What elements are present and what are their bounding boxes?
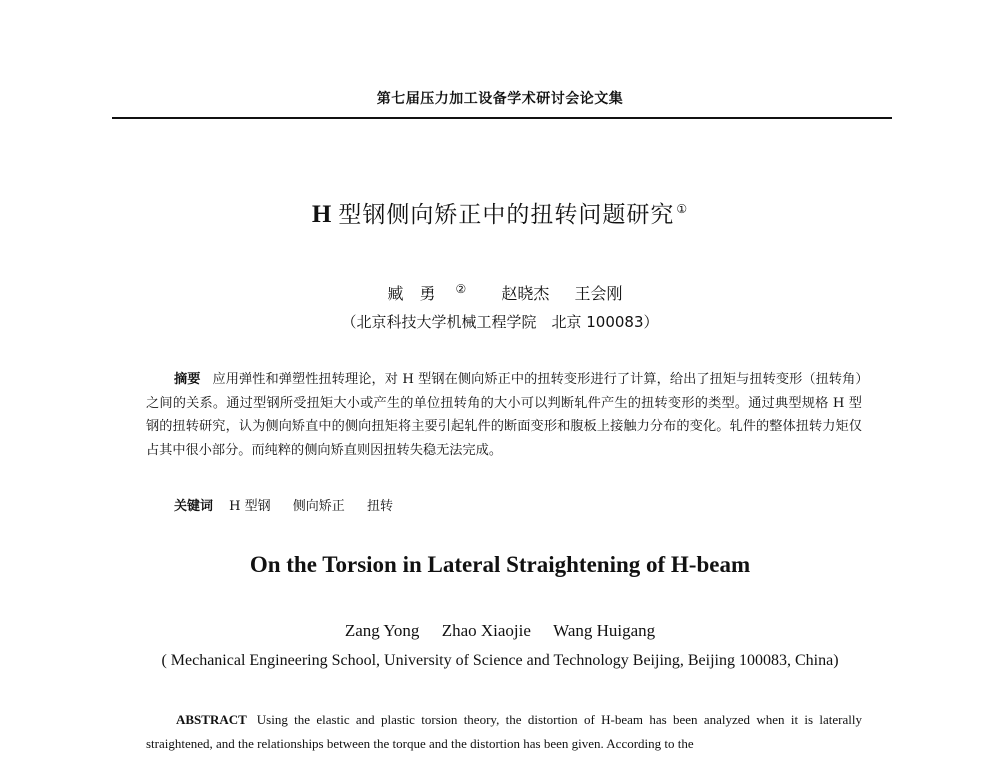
english-affiliation: ( Mechanical Engineering School, University of Science and Technology Beijing, Beijing 100083, China) (161, 652, 839, 669)
chinese-abstract (146, 368, 862, 462)
abstract-label: 摘要 (174, 372, 201, 387)
author-3-en: Wang Huigang (553, 621, 656, 640)
english-authors (0, 621, 1000, 641)
author-1-en: Zang Yong (344, 621, 420, 640)
author-2: 赵晓杰 (501, 284, 550, 303)
keywords-label: 关键词 (174, 499, 214, 514)
header-rule (112, 117, 892, 119)
author-1: 臧 勇 ② (387, 281, 467, 303)
author-2-en: Zhao Xiaojie (441, 621, 531, 640)
english-abstract-text: Using the elastic and plastic torsion theory, the distortion of H-beam has been analyzed when it is laterally straightened, and the relationships between the torque and the distortion has been given. According to the (146, 712, 862, 751)
keyword: H 型钢 (229, 499, 271, 514)
keyword: 扭转 (366, 499, 393, 514)
title-footnote-marker: ① (676, 202, 689, 217)
chinese-authors (0, 281, 1000, 304)
running-header: 第七届压力加工设备学术研讨会论文集 (376, 91, 624, 107)
author-3: 王会刚 (574, 284, 623, 303)
chinese-title-prefix: H (311, 201, 333, 228)
abstract-text: 应用弹性和弹塑性扭转理论，对 H 型钢在侧向矫正中的扭转变形进行了计算，给出了扭矩与扭转变形（扭转角）之间的关系。通过型钢所受扭矩大小或产生的单位扭转角的大小可以判断轧件产生的扭转变形的类型。通过典型规格 H 型钢的扭转研究，认为侧向矫直中的侧向扭矩将主要引起轧件的断面变形和腹板上接触力分布的变化。轧件的整体扭转力矩仅占其中很小部分。而纯粹的侧向矫直则因扭转失稳无法完成。 (146, 372, 863, 458)
chinese-affiliation: （北京科技大学机械工程学院 北京 100083） (341, 313, 659, 331)
chinese-title-text: 型钢侧向矫正中的扭转问题研究 (338, 202, 675, 228)
chinese-keywords (174, 495, 411, 514)
keyword: 侧向矫正 (292, 499, 345, 514)
english-abstract-label: ABSTRACT (176, 712, 247, 727)
english-title: On the Torsion in Lateral Straightening of H-beam (249, 552, 751, 577)
chinese-title (0, 196, 1000, 229)
english-abstract (146, 708, 862, 756)
author-footnote-marker: ② (455, 281, 467, 296)
